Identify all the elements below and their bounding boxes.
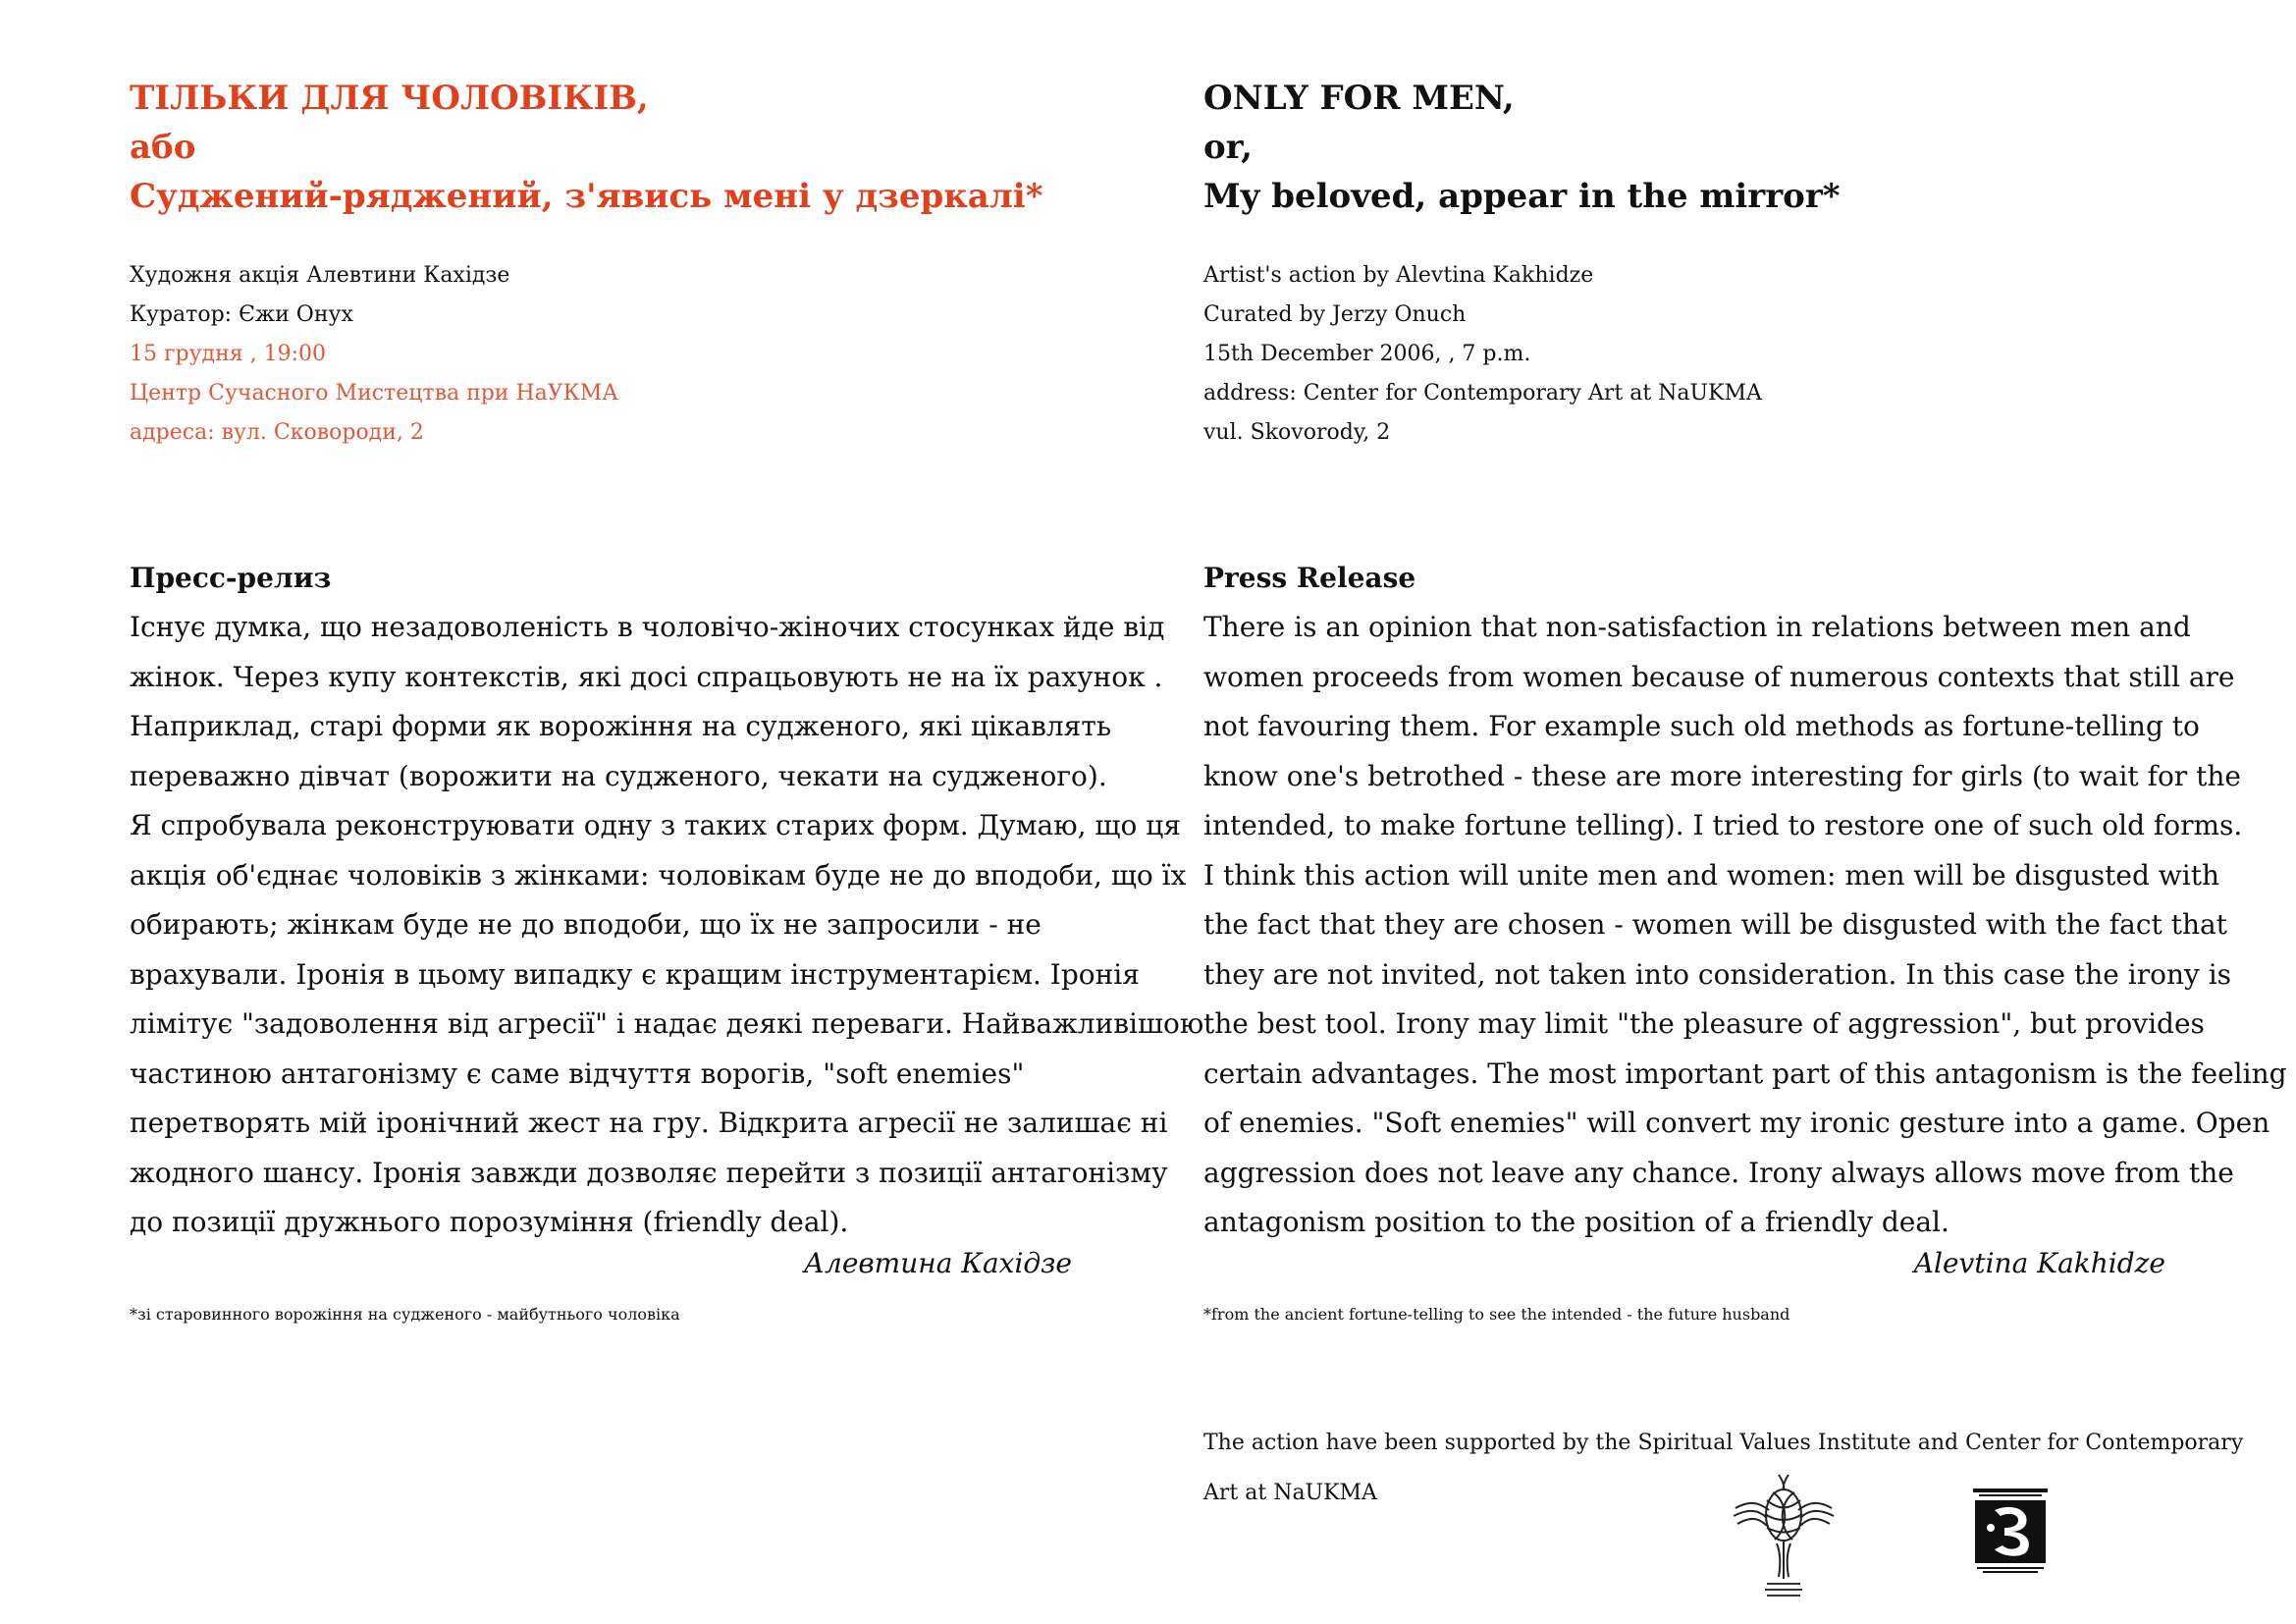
ua-title-line-2: або xyxy=(130,128,196,167)
support-line-1: The action have been supported by the Spiritual Values Institute and Center for Contemporary xyxy=(1203,1431,2244,1455)
ua-artist-line: Художня акція Алевтини Кахідзе xyxy=(130,263,510,288)
support-line-2: Art at NaUKMA xyxy=(1203,1481,1377,1505)
en-venue-line: address: Center for Contemporary Art at NaUKMA xyxy=(1203,381,1762,406)
ua-body-line: акція об'єднає чоловіків з жінками: чоловікам буде не до вподоби, що їх xyxy=(130,858,1187,892)
ua-title-line-3: Суджений-ряджений, з'явись мені у дзеркалі* xyxy=(130,177,1043,216)
spiritual-values-institute-logo xyxy=(1730,1471,1838,1608)
ua-date-line: 15 грудня , 19:00 xyxy=(130,342,327,366)
en-body-line: of enemies. "Soft enemies" will convert my ironic gesture into a game. Open xyxy=(1203,1107,2270,1139)
en-body-line: antagonism position to the position of a friendly deal. xyxy=(1203,1206,1949,1238)
en-body-line: the best tool. Irony may limit "the pleasure of aggression", but provides xyxy=(1203,1007,2205,1040)
ua-curator-line: Куратор: Єжи Онух xyxy=(130,302,353,327)
ua-body-line: жінок. Через купу контекстів, які досі спрацьовують не на їх рахунок . xyxy=(130,660,1163,693)
ua-body-line: лімітує "задоволення від агресії" і надає деякі переваги. Найважливішою xyxy=(130,1007,1204,1040)
en-body-line: the fact that they are chosen - women will be disgusted with the fact that xyxy=(1203,908,2227,941)
ua-venue-line: Центр Сучасного Мистецтва при НаУКМА xyxy=(130,381,618,406)
center-contemporary-art-logo-icon xyxy=(1973,1489,2048,1573)
en-body-line: There is an opinion that non-satisfaction in relations between men and xyxy=(1203,611,2191,643)
en-body-line: I think this action will unite men and women: men will be disgusted with xyxy=(1203,858,2219,892)
ua-title-line-1: ТІЛЬКИ ДЛЯ ЧОЛОВІКІВ, xyxy=(130,79,649,118)
en-press-release-heading: Press Release xyxy=(1203,562,1416,594)
en-body-line: not favouring them. For example such old methods as fortune-telling to xyxy=(1203,710,2200,742)
ua-body-line: врахували. Іронія в цьому випадку є кращим інструментарієм. Іронія xyxy=(130,957,1140,991)
en-date-line: 15th December 2006, , 7 p.m. xyxy=(1203,342,1531,366)
en-title-line-2: or, xyxy=(1203,128,1253,167)
ua-body-line: Існує думка, що незадоволеність в чоловічо-жіночих стосунках йде від xyxy=(130,611,1165,643)
en-signature: Alevtina Kakhidze xyxy=(1913,1247,2165,1279)
ua-body-line: перетворять мій іронічний жест на гру. Відкрита агресії не залишає ні xyxy=(130,1107,1168,1139)
en-body-line: women proceeds from women because of numerous contexts that still are xyxy=(1203,660,2235,693)
ua-signature: Алевтина Кахідзе xyxy=(803,1247,1072,1279)
ua-body-line: до позиції дружнього порозуміння (friendly deal). xyxy=(130,1206,849,1238)
ua-address-line: адреса: вул. Сковороди, 2 xyxy=(130,420,424,445)
ua-footnote: *зі старовинного ворожіння на судженого - майбутнього чоловіка xyxy=(130,1305,680,1324)
ua-body-line: частиною антагонізму є саме відчуття ворогів, "soft enemies" xyxy=(130,1056,1025,1090)
spiritual-values-logo-icon xyxy=(1730,1471,1838,1608)
ua-body-line: обирають; жінкам буде не до вподоби, що їх не запросили - не xyxy=(130,908,1041,941)
en-body-line: intended, to make fortune telling). I tried to restore one of such old forms. xyxy=(1203,809,2243,841)
ua-body-line: Наприклад, старі форми як ворожіння на судженого, які цікавлять xyxy=(130,710,1112,742)
ua-body-line: переважно дівчат (ворожити на судженого, чекати на судженого). xyxy=(130,759,1107,792)
en-body-line: certain advantages. The most important part of this antagonism is the feeling xyxy=(1203,1056,2287,1090)
ua-body-line: Я спробувала реконструювати одну з таких старих форм. Думаю, що ця xyxy=(130,809,1181,841)
en-address-line: vul. Skovorody, 2 xyxy=(1203,420,1391,445)
en-footnote: *from the ancient fortune-telling to see the intended - the future husband xyxy=(1203,1305,1790,1324)
en-body-line: aggression does not leave any chance. Irony always allows move from the xyxy=(1203,1156,2234,1189)
ua-body-line: жодного шансу. Іронія завжди дозволяє перейти з позиції антагонізму xyxy=(130,1156,1168,1189)
en-title-line-1: ONLY FOR MEN, xyxy=(1203,79,1515,118)
en-artist-line: Artist's action by Alevtina Kakhidze xyxy=(1203,263,1594,288)
en-title-line-3: My beloved, appear in the mirror* xyxy=(1203,177,1841,216)
ua-press-release-heading: Пресс-релиз xyxy=(130,562,332,594)
en-body-line: know one's betrothed - these are more interesting for girls (to wait for the xyxy=(1203,759,2241,792)
en-curator-line: Curated by Jerzy Onuch xyxy=(1203,302,1467,327)
center-contemporary-art-logo xyxy=(1973,1489,2048,1573)
en-body-line: they are not invited, not taken into consideration. In this case the irony is xyxy=(1203,957,2232,991)
